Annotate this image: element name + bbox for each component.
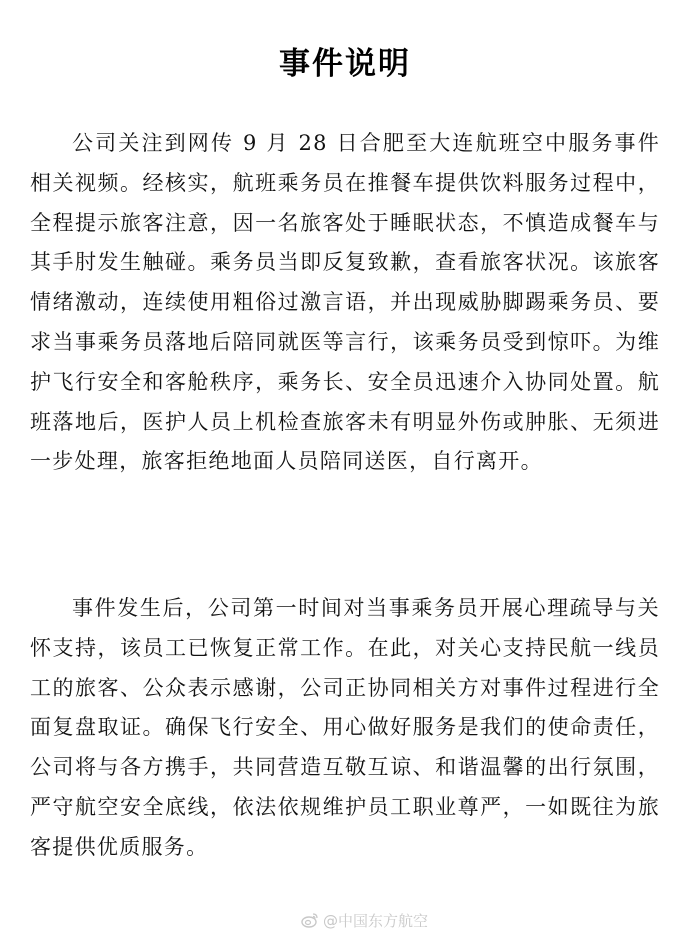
page-title: 事件说明 <box>279 46 411 82</box>
weibo-icon <box>301 912 319 928</box>
watermark-text: @中国东方航空 <box>322 911 428 930</box>
watermark <box>301 910 428 930</box>
paragraph-2: 事件发生后，公司第一时间对当事乘务员开展心理疏导与关怀支持，该员工已恢复正常工作。在此，对关心支持民航一线员工的旅客、公众表示感谢，公司正协同相关方对事件过程进行全面复盘取证。确保飞行安全、用心做好服务是我们的使命责任，公司将与各方携手，共同营造互敬互谅、和谐温馨的出行氛围，严守航空安全底线，依法依规维护员工职业尊严，一如既往为旅客提供优质服务。 <box>30 596 660 859</box>
paragraph-1: 公司关注到网传 9 月 28 日合肥至大连航班空中服务事件相关视频。经核实，航班乘务员在推餐车提供饮料服务过程中，全程提示旅客注意，因一名旅客处于睡眠状态，不慎造成餐车与其手肘发生触碰。乘务员当即反复致歉，查看旅客状况。该旅客情绪激动，连续使用粗俗过激言语，并出现威胁脚踢乘务员、要求当事乘务员落地后陪同就医等言行，该乘务员受到惊吓。为维护飞行安全和客舱秩序，乘务长、安全员迅速介入协同处置。航班落地后，医护人员上机检查旅客未有明显外伤或肿胀、无须进一步处理，旅客拒绝地面人员陪同送医，自行离开。 <box>30 131 660 474</box>
